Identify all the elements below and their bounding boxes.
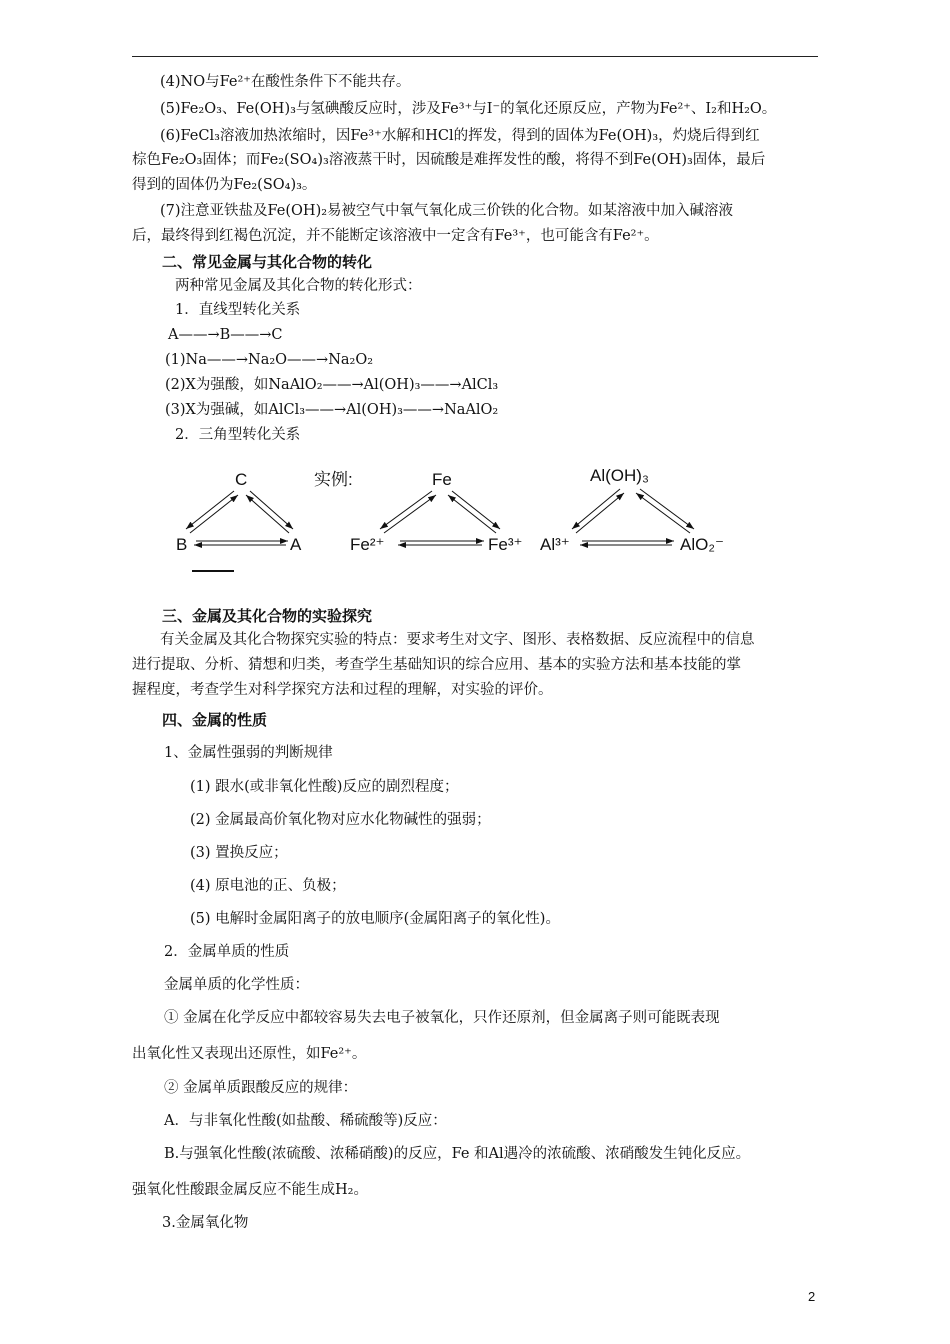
text-line: B.与强氧化性酸(浓硫酸、浓稀硝酸)的反应，Fe 和Al遇冷的浓硫酸、浓硝酸发生钝化反应。 — [164, 1146, 751, 1162]
text-line: A——→B——→C — [168, 327, 283, 343]
section-heading-4: 四、金属的性质 — [162, 711, 268, 729]
t2-right-label: Fe³⁺ — [488, 535, 523, 554]
text-line: ① 金属在化学反应中都较容易失去电子被氧化，只作还原剂，但金属离子则可能既表现 — [164, 1010, 720, 1026]
text-line: (1)Na——→Na₂O——→Na₂O₂ — [165, 352, 374, 368]
text-line: 1．直线型转化关系 — [175, 302, 301, 318]
text-line: 出氧化性又表现出还原性，如Fe²⁺。 — [132, 1046, 367, 1062]
list-item: (4) 原电池的正、负极； — [190, 878, 346, 894]
t3-right-label: AlO₂⁻ — [680, 535, 724, 554]
text-line: 进行提取、分析、猜想和归类，考查学生基础知识的综合应用、基本的实验方法和基本技能的掌 — [132, 657, 741, 673]
triangle-diagram — [0, 455, 950, 595]
text-line: A．与非氧化性酸(如盐酸、稀硫酸等)反应： — [164, 1113, 447, 1129]
list-item: (5) 电解时金属阳离子的放电顺序(金属阳离子的氧化性)。 — [190, 911, 560, 927]
text-line: 棕色Fe₂O₃固体；而Fe₂(SO₄)₃溶液蒸干时，因硫酸是难挥发性的酸，将得不到Fe(OH)₃固体，最后 — [132, 152, 766, 168]
text-line: 握程度，考查学生对科学探究方法和过程的理解，对实验的评价。 — [132, 682, 553, 698]
example-label: 实例: — [314, 470, 353, 489]
text-line: 金属单质的化学性质： — [164, 977, 309, 993]
text-line: 1、金属性强弱的判断规律 — [164, 745, 333, 761]
t1-left-label: B — [176, 535, 188, 554]
text-line: (5)Fe₂O₃、Fe(OH)₃与氢碘酸反应时，涉及Fe³⁺与I⁻的氧化还原反应，产物为Fe²⁺、I₂和H₂O。 — [160, 101, 777, 117]
list-item: (1) 跟水(或非氧化性酸)反应的剧烈程度； — [190, 779, 459, 795]
list-item: (2) 金属最高价氧化物对应水化物碱性的强弱； — [190, 812, 491, 828]
text-line: 2．三角型转化关系 — [175, 427, 301, 443]
text-line: (6)FeCl₃溶液加热浓缩时，因Fe³⁺水解和HCl的挥发，得到的固体为Fe(OH)₃，灼烧后得到红 — [160, 128, 760, 144]
t2-top-label: Fe — [432, 470, 452, 489]
text-line: 强氧化性酸跟金属反应不能生成H₂。 — [132, 1182, 368, 1198]
text-line: (4)NO与Fe²⁺在酸性条件下不能共存。 — [160, 74, 411, 90]
section-heading-2: 二、常见金属与其化合物的转化 — [162, 253, 373, 271]
text-line: 3.金属氧化物 — [162, 1215, 249, 1231]
text-line: 有关金属及其化合物探究实验的特点：要求考生对文字、图形、表格数据、反应流程中的信息 — [160, 632, 755, 648]
text-line: (7)注意亚铁盐及Fe(OH)₂易被空气中氧气氧化成三价铁的化合物。如某溶液中加入碱溶液 — [160, 203, 734, 219]
t3-top-label: Al(OH)₃ — [590, 466, 649, 485]
header-rule — [132, 56, 818, 57]
text-line: 2．金属单质的性质 — [164, 944, 290, 960]
t1-top-label: C — [235, 470, 248, 489]
text-line: 后，最终得到红褐色沉淀，并不能断定该溶液中一定含有Fe³⁺，也可能含有Fe²⁺。 — [132, 228, 659, 244]
t1-right-label: A — [290, 535, 302, 554]
text-line: ② 金属单质跟酸反应的规律： — [164, 1080, 358, 1096]
text-line: (2)X为强酸，如NaAlO₂——→Al(OH)₃——→AlCl₃ — [165, 377, 499, 393]
text-line: 两种常见金属及其化合物的转化形式： — [175, 278, 422, 294]
text-line: 得到的固体仍为Fe₂(SO₄)₃。 — [132, 177, 317, 193]
text-line: (3)X为强碱，如AlCl₃——→Al(OH)₃——→NaAlO₂ — [165, 402, 499, 418]
t2-left-label: Fe²⁺ — [350, 535, 385, 554]
page-number: 2 — [808, 1289, 816, 1304]
section-heading-3: 三、金属及其化合物的实验探究 — [162, 607, 373, 625]
t3-left-label: Al³⁺ — [540, 535, 570, 554]
list-item: (3) 置换反应； — [190, 845, 288, 861]
